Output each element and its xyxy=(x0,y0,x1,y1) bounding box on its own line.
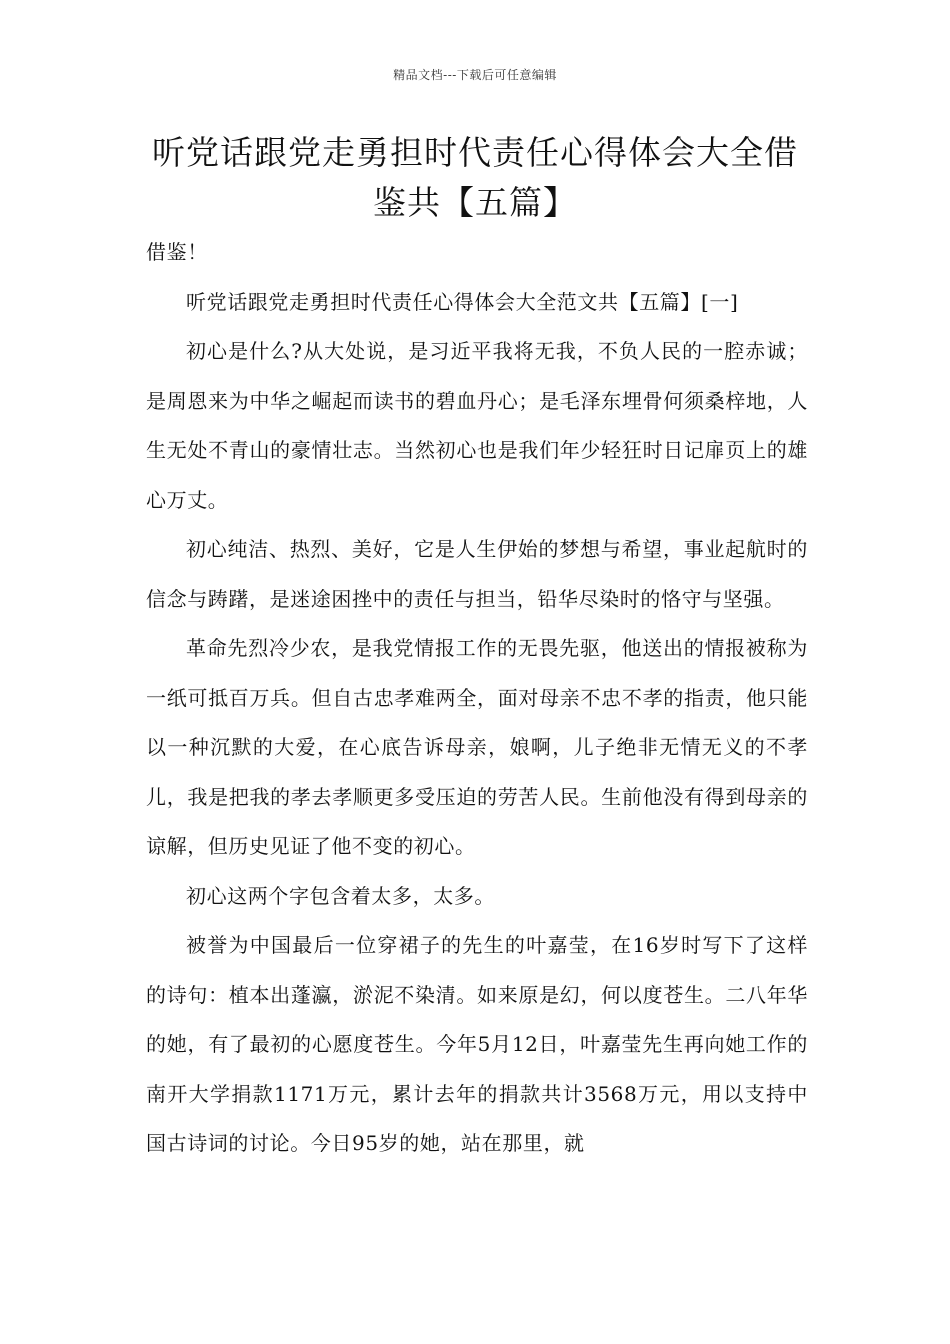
paragraph: 初心纯洁、热烈、美好，它是人生伊始的梦想与希望，事业起航时的信念与踌躇，是迷途困挫中的责任与担当，铅华尽染时的恪守与坚强。 xyxy=(146,537,808,611)
paragraph: 被誉为中国最后一位穿裙子的先生的叶嘉莹，在16岁时写下了这样的诗句：植本出蓬瀛，淤泥不染清。如来原是幻，何以度苍生。二八年华的她，有了最初的心愿度苍生。今年5月12日，叶嘉莹先生再向她工作的南开大学捐款1171万元，累计去年的捐款共计3568万元，用以支持中国古诗词的讨论。今日95岁的她，站在那里，就 xyxy=(146,933,808,1155)
paragraph: 初心是什么?从大处说，是习近平我将无我，不负人民的一腔赤诚；是周恩来为中华之崛起而读书的碧血丹心；是毛泽东埋骨何须桑梓地，人生无处不青山的豪情壮志。当然初心也是我们年少轻狂时日记扉页上的雄心万丈。 xyxy=(146,339,808,512)
paragraph: 初心这两个字包含着太多，太多。 xyxy=(186,883,495,908)
document-body xyxy=(146,228,808,1169)
paragraph-subtitle: 听党话跟党走勇担时代责任心得体会大全范文共【五篇】[一] xyxy=(186,289,739,314)
document-title: 听党话跟党走勇担时代责任心得体会大全借鉴共【五篇】 xyxy=(152,133,798,222)
paragraph-intro: 借鉴！ xyxy=(146,240,208,264)
paragraph: 革命先烈冷少农，是我党情报工作的无畏先驱，他送出的情报被称为一纸可抵百万兵。但自古忠孝难两全，面对母亲不忠不孝的指责，他只能以一种沉默的大爱，在心底告诉母亲，娘啊，儿子绝非无情无义的不孝儿，我是把我的孝去孝顺更多受压迫的劳苦人民。生前他没有得到母亲的谅解，但历史见证了他不变的初心。 xyxy=(146,636,808,858)
header-note: 精品文档---下载后可任意编辑 xyxy=(393,68,557,82)
